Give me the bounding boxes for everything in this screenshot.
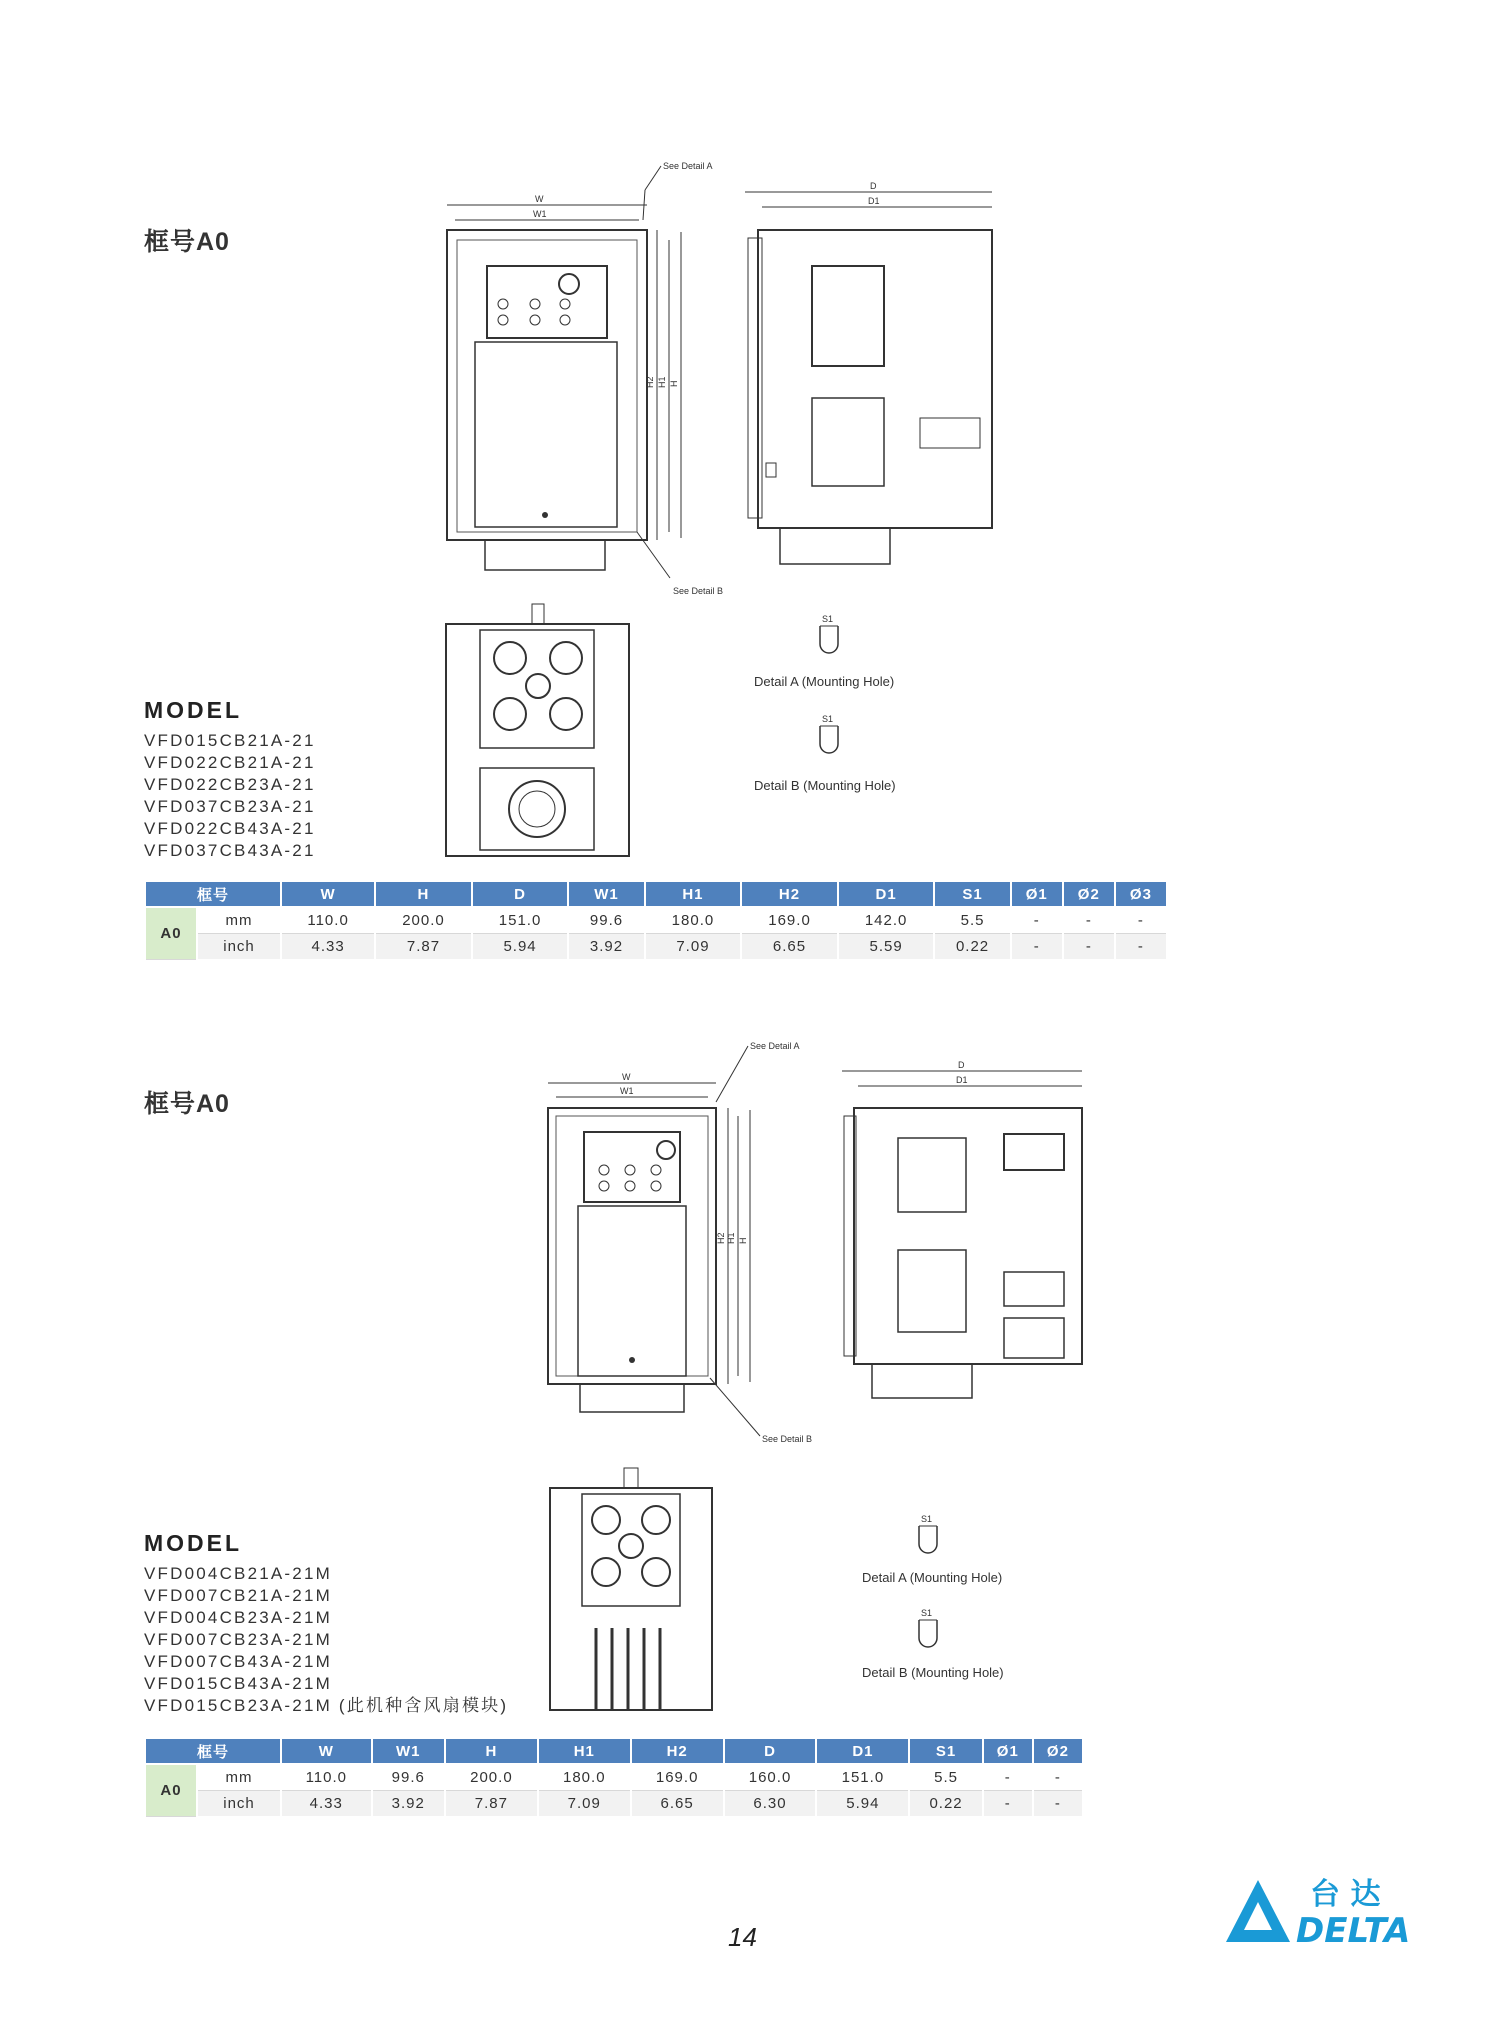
- model-item: VFD015CB21A-21: [144, 731, 316, 750]
- model-item: VFD015CB43A-21M: [144, 1674, 332, 1693]
- table-cell: -: [1011, 933, 1063, 959]
- table-cell: 5.94: [816, 1790, 909, 1816]
- table-cell: 169.0: [741, 907, 838, 933]
- h1-label: H1: [657, 376, 667, 388]
- table-cell: 7.09: [645, 933, 742, 959]
- table-header: S1: [909, 1738, 982, 1764]
- table-header: H1: [538, 1738, 631, 1764]
- table-header: Ø3: [1115, 881, 1167, 907]
- table-header: W1: [568, 881, 644, 907]
- table-cell: -: [1033, 1790, 1083, 1816]
- table-cell: 200.0: [445, 1764, 538, 1790]
- table-cell: 142.0: [838, 907, 935, 933]
- table-cell: 3.92: [568, 933, 644, 959]
- table-cell: -: [1115, 933, 1167, 959]
- side-view-drawing: [740, 178, 1010, 578]
- table-cell: -: [1115, 907, 1167, 933]
- table-header: S1: [934, 881, 1010, 907]
- table-cell: 5.59: [838, 933, 935, 959]
- table-row: [145, 1764, 1083, 1790]
- svg-text:W1: W1: [620, 1086, 634, 1096]
- table-cell: 3.92: [372, 1790, 445, 1816]
- detail-b-caption: Detail B (Mounting Hole): [754, 778, 896, 793]
- frame-title: 框号A0: [144, 1090, 230, 1118]
- table-cell: 0.22: [909, 1790, 982, 1816]
- table-cell: 151.0: [816, 1764, 909, 1790]
- detail-a-caption: Detail A (Mounting Hole): [754, 674, 895, 689]
- table-cell: 180.0: [538, 1764, 631, 1790]
- svg-text:See Detail A: See Detail A: [750, 1041, 800, 1051]
- see-detail-b-label: See Detail B: [673, 586, 724, 596]
- table-header: 框号: [145, 881, 281, 907]
- table-header: H1: [645, 881, 742, 907]
- table-header: D: [724, 1738, 817, 1764]
- table-cell: 151.0: [472, 907, 569, 933]
- model-item: VFD004CB23A-21M: [144, 1608, 332, 1627]
- table-header: Ø2: [1063, 881, 1115, 907]
- page-number: 14: [728, 1922, 757, 1952]
- svg-text:S1: S1: [822, 614, 834, 624]
- table-cell: 6.65: [741, 933, 838, 959]
- model-item: VFD022CB21A-21: [144, 753, 316, 772]
- h2-label: H2: [645, 376, 655, 388]
- detail-a-hole: [913, 1512, 943, 1556]
- table-header: Ø1: [983, 1738, 1033, 1764]
- table-cell: 6.30: [724, 1790, 817, 1816]
- model-list: [144, 697, 564, 862]
- svg-text:S1: S1: [822, 714, 834, 724]
- model-item: VFD015CB23A-21M (此机种含风扇模块): [144, 1696, 509, 1715]
- table-cell: 180.0: [645, 907, 742, 933]
- svg-text:H2: H2: [716, 1232, 726, 1244]
- table-row: [145, 933, 1167, 959]
- svg-text:See Detail B: See Detail B: [762, 1434, 813, 1444]
- model-heading: MODEL: [144, 697, 243, 723]
- unit-cell: mm: [197, 1764, 281, 1790]
- logo-brand: DELTA: [1296, 1911, 1411, 1946]
- model-item: VFD007CB43A-21M: [144, 1652, 332, 1671]
- model-item: VFD022CB43A-21: [144, 819, 316, 838]
- table-header: W: [281, 1738, 372, 1764]
- frame-cell: A0: [145, 1764, 197, 1816]
- table-header: H2: [631, 1738, 724, 1764]
- table-cell: 200.0: [375, 907, 472, 933]
- unit-cell: mm: [197, 907, 281, 933]
- table-header: 框号: [145, 1738, 281, 1764]
- table-cell: 5.5: [934, 907, 1010, 933]
- table-header: H: [375, 881, 472, 907]
- table-cell: 99.6: [568, 907, 644, 933]
- table-cell: 110.0: [281, 1764, 372, 1790]
- logo-chinese: 台 达: [1310, 1877, 1381, 1912]
- w1-label: W1: [533, 209, 547, 219]
- model-heading: MODEL: [144, 1530, 243, 1556]
- table-cell: -: [983, 1790, 1033, 1816]
- svg-text:D: D: [958, 1060, 965, 1070]
- model-item: VFD004CB21A-21M: [144, 1564, 332, 1583]
- table-header: W: [281, 881, 375, 907]
- svg-text:S1: S1: [921, 1608, 933, 1618]
- detail-a-caption: Detail A (Mounting Hole): [862, 1570, 1003, 1585]
- frame-cell: A0: [145, 907, 197, 959]
- table-cell: -: [983, 1764, 1033, 1790]
- table-row: [145, 1790, 1083, 1816]
- table-cell: -: [1063, 907, 1115, 933]
- svg-text:W: W: [622, 1072, 631, 1082]
- table-cell: 160.0: [724, 1764, 817, 1790]
- table-cell: 99.6: [372, 1764, 445, 1790]
- table-cell: 5.94: [472, 933, 569, 959]
- dimension-table: [144, 1737, 1084, 1817]
- table-cell: 7.87: [375, 933, 472, 959]
- detail-a-hole: [814, 612, 844, 656]
- d1-label: D1: [868, 196, 880, 206]
- bottom-view-drawing: [546, 1460, 716, 1716]
- table-cell: 0.22: [934, 933, 1010, 959]
- table-cell: -: [1063, 933, 1115, 959]
- table-header: Ø2: [1033, 1738, 1083, 1764]
- d-label: D: [870, 181, 877, 191]
- svg-text:H1: H1: [726, 1232, 736, 1244]
- unit-cell: inch: [197, 1790, 281, 1816]
- table-cell: 4.33: [281, 1790, 372, 1816]
- h-label: H: [669, 380, 679, 387]
- table-cell: -: [1011, 907, 1063, 933]
- model-item: VFD037CB23A-21: [144, 797, 316, 816]
- detail-b-hole: [913, 1606, 943, 1650]
- table-cell: 5.5: [909, 1764, 982, 1790]
- table-header: H: [445, 1738, 538, 1764]
- delta-logo: [1222, 1872, 1422, 1946]
- table-cell: -: [1033, 1764, 1083, 1790]
- table-cell: 169.0: [631, 1764, 724, 1790]
- svg-text:D1: D1: [956, 1075, 968, 1085]
- table-cell: 7.09: [538, 1790, 631, 1816]
- table-row: [145, 907, 1167, 933]
- dimension-table: [144, 880, 1168, 960]
- detail-b-hole: [814, 712, 844, 756]
- model-item: VFD007CB23A-21M: [144, 1630, 332, 1649]
- see-detail-a-label: See Detail A: [663, 161, 713, 171]
- model-item: VFD037CB43A-21: [144, 841, 316, 860]
- model-list: [144, 1530, 564, 1717]
- model-item: VFD007CB21A-21M: [144, 1586, 332, 1605]
- unit-cell: inch: [197, 933, 281, 959]
- model-item: VFD022CB23A-21: [144, 775, 316, 794]
- table-cell: 6.65: [631, 1790, 724, 1816]
- table-header: W1: [372, 1738, 445, 1764]
- table-header: D1: [838, 881, 935, 907]
- table-header: Ø1: [1011, 881, 1063, 907]
- table-header: D: [472, 881, 569, 907]
- front-view-drawing: [540, 1040, 840, 1450]
- front-view-drawing: [425, 160, 755, 600]
- table-cell: 4.33: [281, 933, 375, 959]
- svg-text:H: H: [738, 1237, 748, 1244]
- side-view-drawing: [838, 1058, 1098, 1420]
- frame-title: 框号A0: [144, 228, 230, 256]
- svg-text:S1: S1: [921, 1514, 933, 1524]
- detail-b-caption: Detail B (Mounting Hole): [862, 1665, 1004, 1680]
- w-label: W: [535, 194, 544, 204]
- table-cell: 7.87: [445, 1790, 538, 1816]
- table-cell: 110.0: [281, 907, 375, 933]
- table-header: D1: [816, 1738, 909, 1764]
- table-header: H2: [741, 881, 838, 907]
